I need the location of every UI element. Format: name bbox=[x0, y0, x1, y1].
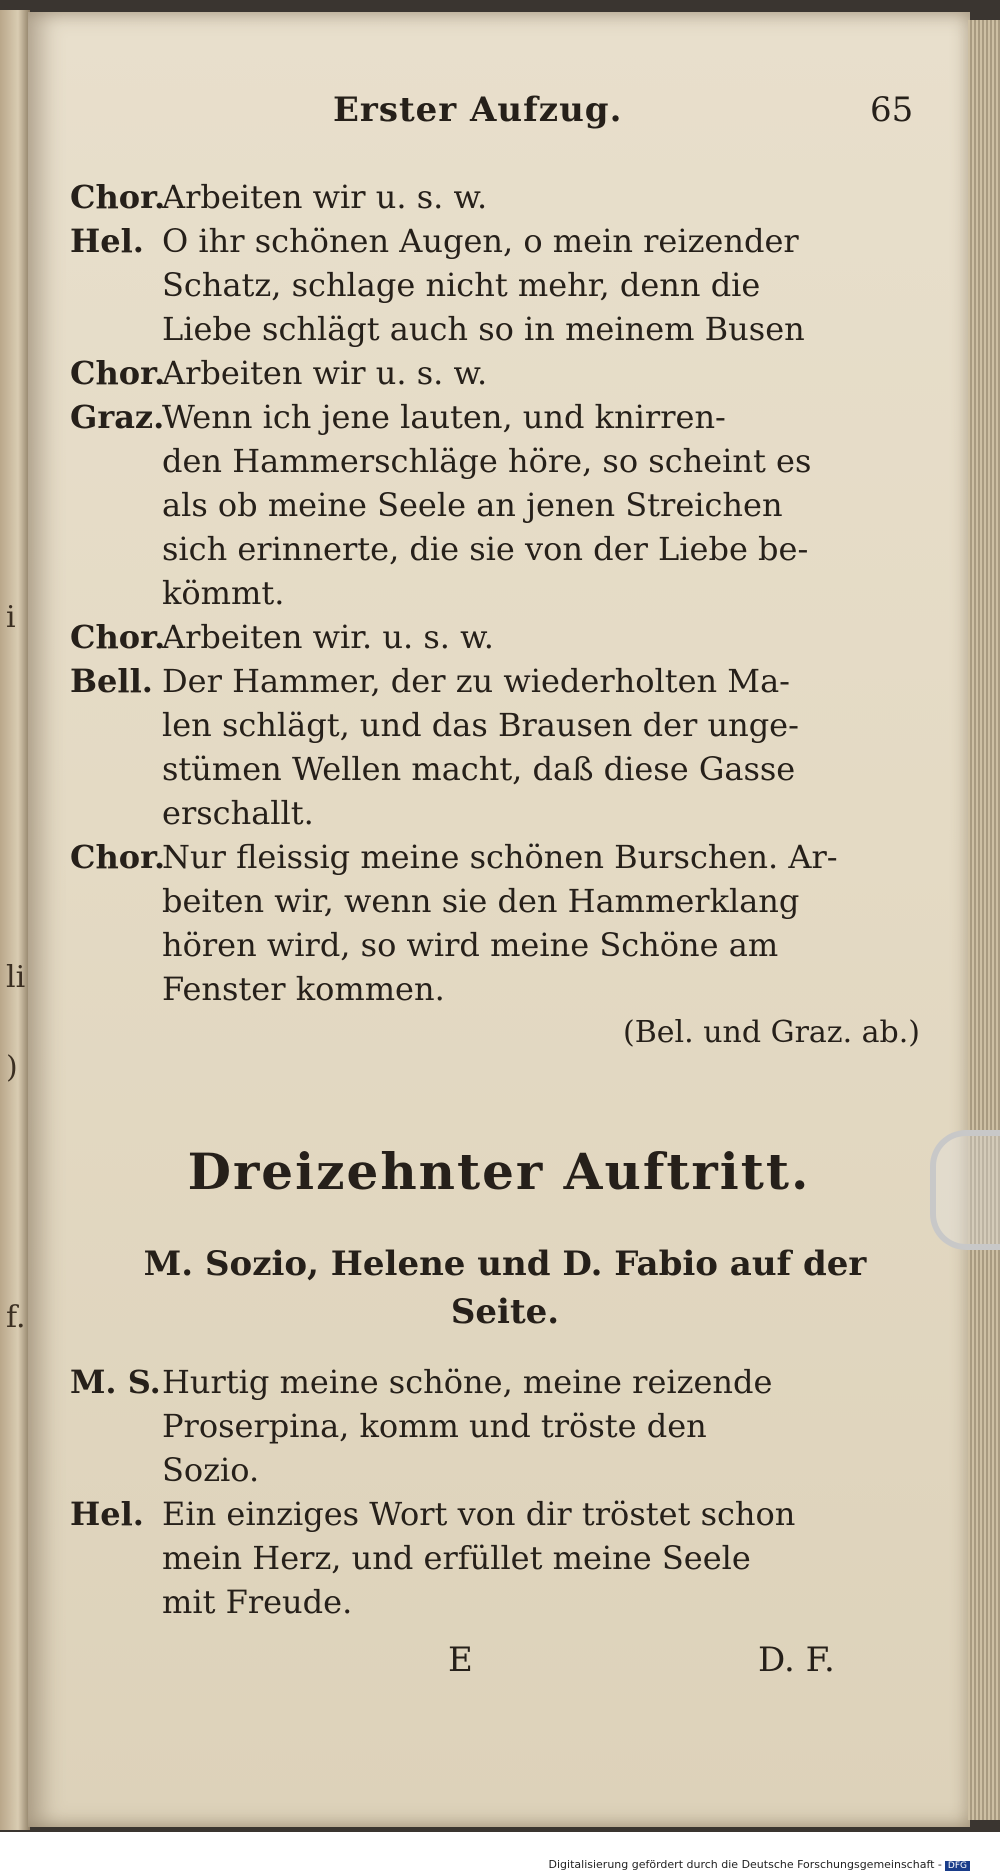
speech-line: Nur fleissig meine schönen Burschen. Ar- bbox=[162, 838, 838, 876]
speech-line: mein Herz, und erfüllet meine Seele bbox=[162, 1539, 751, 1577]
speech-text bbox=[162, 615, 940, 659]
margin-mark: i bbox=[6, 600, 16, 635]
speech-line: Der Hammer, der zu wiederholten Ma- bbox=[162, 662, 790, 700]
dialogue-entry bbox=[70, 1360, 940, 1492]
speech-text bbox=[162, 175, 940, 219]
speaker-label: Chor. bbox=[70, 618, 166, 656]
dialogue-block-2 bbox=[70, 1360, 940, 1624]
speech-line: sich erinnerte, die sie von der Liebe be- bbox=[162, 530, 809, 568]
speaker-label: Chor. bbox=[70, 838, 166, 876]
speech-text bbox=[162, 1492, 940, 1624]
speech-line: Proserpina, komm und tröste den bbox=[162, 1407, 707, 1445]
speech-line: mit Freude. bbox=[162, 1583, 353, 1621]
speech-text bbox=[162, 835, 940, 1011]
book-clip bbox=[930, 1130, 1000, 1250]
dialogue-entry bbox=[70, 835, 940, 1011]
speech-line: Fenster kommen. bbox=[162, 970, 445, 1008]
speech-line: Wenn ich jene lauten, und knirren- bbox=[162, 398, 726, 436]
speech-line: Arbeiten wir u. s. w. bbox=[162, 178, 488, 216]
speech-line: Hurtig meine schöne, meine reizende bbox=[162, 1363, 773, 1401]
speech-line: Schatz, schlage nicht mehr, denn die bbox=[162, 266, 761, 304]
margin-mark: f. bbox=[6, 1300, 26, 1335]
speaker-label: Graz. bbox=[70, 398, 165, 436]
speech-line: beiten wir, wenn sie den Hammerklang bbox=[162, 882, 800, 920]
speech-line: Ein einziges Wort von dir tröstet schon bbox=[162, 1495, 796, 1533]
dialogue-entry bbox=[70, 615, 940, 659]
speech-line: O ihr schönen Augen, o mein reizender bbox=[162, 222, 799, 260]
dialogue-entry bbox=[70, 659, 940, 835]
speaker-label: Chor. bbox=[70, 178, 166, 216]
speech-line: len schlägt, und das Brausen der unge- bbox=[162, 706, 799, 744]
cast-line: M. Sozio, Helene und D. Fabio auf der bbox=[143, 1244, 867, 1284]
signature-line bbox=[28, 1640, 970, 1690]
dialogue-block bbox=[70, 175, 940, 1055]
digitization-credit bbox=[549, 1858, 970, 1871]
dialogue-entry bbox=[70, 219, 940, 351]
dialogue-entry bbox=[70, 395, 940, 615]
running-head bbox=[28, 90, 970, 134]
speaker-label: Bell. bbox=[70, 662, 153, 700]
page-stack-edge bbox=[968, 20, 1000, 1820]
dialogue-entry bbox=[70, 1492, 940, 1624]
dialogue-entry bbox=[70, 175, 940, 219]
speech-line: Liebe schlägt auch so in meinem Busen bbox=[162, 310, 805, 348]
stage-direction: (Bel. und Graz. ab.) bbox=[623, 1015, 920, 1050]
speaker-label: M. S. bbox=[70, 1363, 161, 1401]
speaker-label: Hel. bbox=[70, 222, 144, 260]
signature-letter: E bbox=[448, 1640, 473, 1680]
book-page bbox=[28, 12, 970, 1827]
running-head-title: Erster Aufzug. bbox=[333, 90, 623, 130]
speech-text bbox=[162, 351, 940, 395]
credit-text: Digitalisierung gefördert durch die Deutsche Forschungsgemeinschaft - bbox=[548, 1858, 942, 1871]
speech-line: Arbeiten wir. u. s. w. bbox=[162, 618, 494, 656]
speech-text bbox=[162, 1360, 940, 1492]
speech-line: Sozio. bbox=[162, 1451, 260, 1489]
speech-line: hören wird, so wird meine Schöne am bbox=[162, 926, 779, 964]
dialogue-entry bbox=[70, 351, 940, 395]
speaker-label: Hel. bbox=[70, 1495, 144, 1533]
speech-line: als ob meine Seele an jenen Streichen bbox=[162, 486, 783, 524]
speech-line: kömmt. bbox=[162, 574, 285, 612]
scene-cast bbox=[70, 1240, 940, 1336]
speech-line: Arbeiten wir u. s. w. bbox=[162, 354, 488, 392]
speech-line: stümen Wellen macht, daß diese Gasse bbox=[162, 750, 796, 788]
speech-text bbox=[162, 219, 940, 351]
page-number: 65 bbox=[870, 90, 914, 130]
speech-text bbox=[162, 659, 940, 835]
dfg-logo: DFG bbox=[945, 1861, 970, 1871]
speech-text bbox=[162, 395, 940, 615]
signature-mark: D. F. bbox=[758, 1640, 835, 1680]
facing-page-edge bbox=[0, 10, 30, 1830]
speaker-label: Chor. bbox=[70, 354, 166, 392]
cast-line: Seite. bbox=[450, 1292, 560, 1332]
scene-heading: Dreizehnter Auftritt. bbox=[187, 1142, 811, 1201]
margin-mark: li bbox=[6, 960, 26, 995]
speech-line: den Hammerschläge höre, so scheint es bbox=[162, 442, 812, 480]
speech-line: erschallt. bbox=[162, 794, 314, 832]
margin-mark: ) bbox=[6, 1050, 18, 1085]
